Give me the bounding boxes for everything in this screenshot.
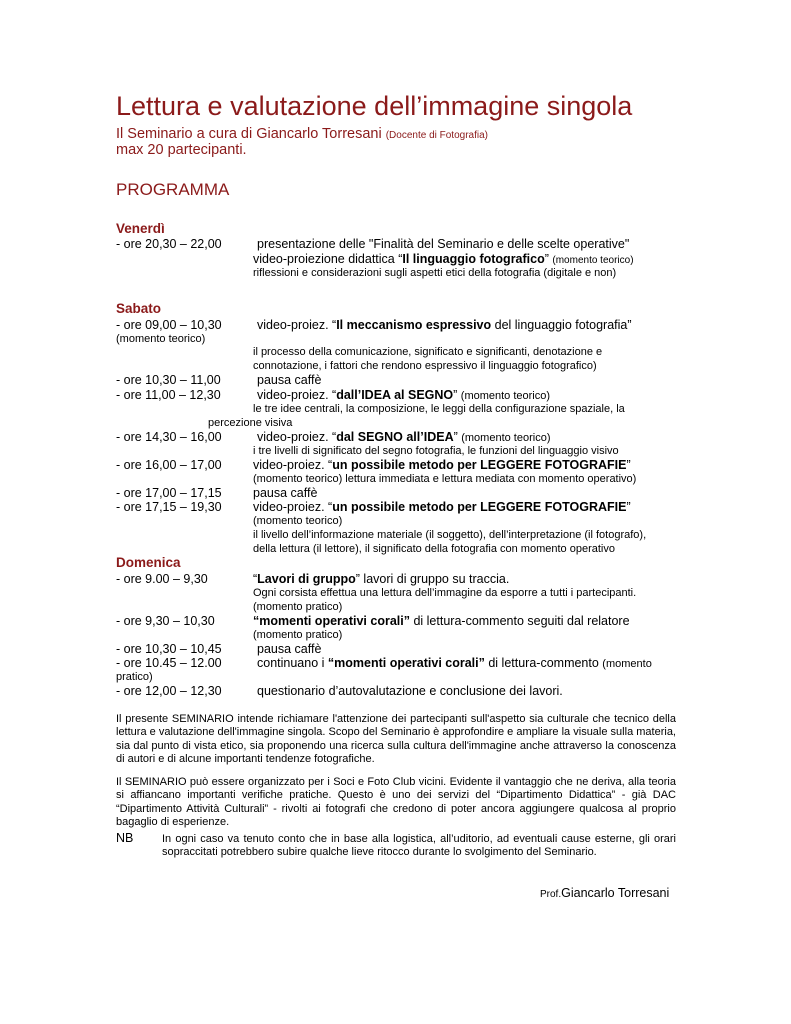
time-slot: - ore 12,00 – 12,30 <box>116 684 222 698</box>
time-slot: - ore 09,00 – 10,30 <box>116 318 222 332</box>
programma-heading: PROGRAMMA <box>116 180 230 199</box>
schedule-activity: questionario d’autovalutazione e conclusione dei lavori. <box>257 684 563 698</box>
time-slot: - ore 17,00 – 17,15 <box>116 486 222 500</box>
schedule-detail: (momento pratico) <box>253 629 343 641</box>
time-slot: - ore 10,30 – 11,00 <box>116 373 221 387</box>
schedule-activity: pausa caffè <box>257 373 322 387</box>
day-heading-venerdi: Venerdì <box>116 221 165 236</box>
time-slot: - ore 9.00 – 9,30 <box>116 572 208 586</box>
schedule-activity: video-proiez. “Il meccanismo espressivo del linguaggio fotografia” <box>257 318 632 332</box>
day-heading-sabato: Sabato <box>116 301 162 316</box>
schedule-detail: percezione visiva <box>208 417 293 429</box>
organization-paragraph: Il SEMINARIO può essere organizzato per i Soci e Foto Club vicini. Evidente il vantaggio che ne deriva, alla teoria si affiancano importanti verifiche pratiche. Questo è uno dei servizi del “Dipartimento Didattica” - già DAC “Dipartimento Attività Culturali” - rivolti ai fotografi che credono di poter ancora aggiungere qualcosa al proprio bagaglio di esperienze. <box>116 776 676 829</box>
nb-paragraph: In ogni caso va tenuto conto che in base alla logistica, all’uditorio, ad eventuali cause esterne, gli orari sopraccitati potrebbero subire qualche lieve ritocco durante lo svolgimento del Seminario. <box>162 833 676 859</box>
schedule-note: pratico) <box>116 671 153 683</box>
schedule-detail: (momento pratico) <box>253 601 343 613</box>
schedule-detail: (momento teorico) lettura immediata e lettura mediata con momento operativo) <box>253 473 637 485</box>
time-slot: - ore 20,30 – 22,00 <box>116 237 222 251</box>
schedule-detail: connotazione, i fattori che rendono espressivo il linguaggio fotografico) <box>253 360 597 372</box>
schedule-note: (momento teorico) <box>116 333 206 345</box>
schedule-activity: video-proiez. “un possibile metodo per LEGGERE FOTOGRAFIE” <box>253 458 631 472</box>
signature: Prof.Giancarlo Torresani <box>540 886 670 900</box>
time-slot: - ore 10.45 – 12.00 <box>116 656 222 670</box>
schedule-activity: continuano i “momenti operativi corali” di lettura-commento (momento <box>257 656 652 670</box>
schedule-activity: pausa caffè <box>257 642 322 656</box>
schedule-activity: video-proiez. “dall’IDEA al SEGNO” (momento teorico) <box>257 388 551 402</box>
nb-label: NB <box>116 831 134 845</box>
participants-note: max 20 partecipanti. <box>116 142 247 158</box>
schedule-detail: della lettura (il lettore), il significato della fotografia con momento operativo <box>253 543 615 555</box>
schedule-detail: il livello dell’informazione materiale (il soggetto), dell’interpretazione (il fotografo), <box>253 529 647 541</box>
schedule-activity: video-proiez. “un possibile metodo per LEGGERE FOTOGRAFIE” <box>253 500 631 514</box>
schedule-activity: pausa caffè <box>253 486 318 500</box>
subtitle: Il Seminario a cura di Giancarlo Torresani (Docente di Fotografia) <box>116 126 488 142</box>
schedule-activity: presentazione delle "Finalità del Seminario e delle scelte operative" <box>257 237 630 251</box>
schedule-detail: le tre idee centrali, la composizione, le leggi della configurazione spaziale, la <box>253 403 625 415</box>
intro-paragraph: Il presente SEMINARIO intende richiamare l'attenzione dei partecipanti sull'aspetto sia culturale che tecnico della lettura e valutazione dell'immagine singola. Scopo del Seminario è approfondire e ampliare la visuale sulla materia, sia dal punto di vista etico, sia proponendo una ricerca sulla cultura dell'immagine anche attraverso la conoscenza di autori e di alcune importanti tendenze fotografiche. <box>116 713 676 766</box>
time-slot: - ore 17,15 – 19,30 <box>116 500 222 514</box>
schedule-detail: i tre livelli di significato del segno fotografia, le funzioni del linguaggio visivo <box>253 445 619 457</box>
schedule-activity: video-proiez. “dal SEGNO all’IDEA” (momento teorico) <box>257 430 551 444</box>
day-heading-domenica: Domenica <box>116 555 181 570</box>
time-slot: - ore 14,30 – 16,00 <box>116 430 222 444</box>
time-slot: - ore 11,00 – 12,30 <box>116 388 221 402</box>
schedule-detail: Ogni corsista effettua una lettura dell’immagine da esporre a tutti i partecipanti. <box>253 587 637 599</box>
schedule-detail: (momento teorico) <box>253 515 343 527</box>
time-slot: - ore 10,30 – 10,45 <box>116 642 222 656</box>
schedule-detail: il processo della comunicazione, significato e significanti, denotazione e <box>253 346 603 358</box>
schedule-detail: riflessioni e considerazioni sugli aspetti etici della fotografia (digitale e non) <box>253 267 617 279</box>
page-title: Lettura e valutazione dell’immagine singola <box>116 91 633 121</box>
subtitle-note: (Docente di Fotografia) <box>385 130 488 141</box>
schedule-activity: “Lavori di gruppo” lavori di gruppo su traccia. <box>253 572 510 586</box>
time-slot: - ore 16,00 – 17,00 <box>116 458 222 472</box>
time-slot: - ore 9,30 – 10,30 <box>116 614 215 628</box>
schedule-activity: video-proiezione didattica “Il linguaggio fotografico” (momento teorico) <box>253 252 634 266</box>
schedule-activity: “momenti operativi corali” di lettura-commento seguiti dal relatore <box>253 614 630 628</box>
